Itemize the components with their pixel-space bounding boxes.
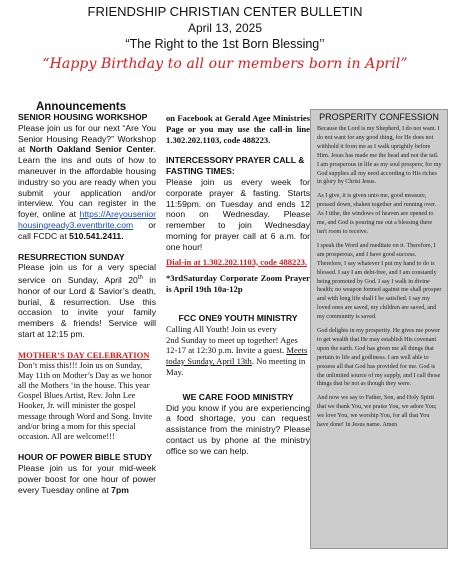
housing-body: Please join us for our next “Are You Senior Housing Ready?” Workshop at North Oakland Senior Center. Learn the ins and outs of how to maneuver in the affordable housing industry so you are ready when you submit your application and/or interview. You can register in the foyer, online at https://Areyouseniorhousingready3.eventbrite.com or call FCDC at 510.541.2411. bbox=[18, 122, 157, 241]
confession-title: PROSPERITY CONFESSION bbox=[319, 112, 439, 122]
youth-meeting-date: Meets today Sunday, April 13th bbox=[166, 345, 308, 367]
confession-paragraph: As I give, it is given unto me, good measure, pressed down, shaken together and running over. As I tithe, the windows of heaven are opened to me, and God is pouring me out a blessing there isn't room to receive. bbox=[317, 193, 437, 235]
eventbrite-link[interactable]: https://Areyouseniorhousingready3.eventbrite.com bbox=[18, 209, 156, 230]
resurrection-body: Please join us for a very special service on Sunday, April 20th in honor of our Lord & Savior’s death, burial, & resurrection. Use this occasion to invite your family members & friends! Service will start at 12:15 pm. bbox=[18, 262, 156, 339]
youth-body: Calling All Youth! Join us every 2nd Sunday to meet up together! Ages 12-17 at 12:30 p.m. Invite a guest. Meets today Sunday, April 13th. No meeting in May. bbox=[166, 323, 308, 377]
birthday-greeting: “Happy Birthday to all our members born in April” bbox=[42, 56, 408, 72]
mothers-day-body: Don’t miss this!!! Join us on Sunday, May 11th on Mother’s Day as we honor all the Mothers ‘in the house. This year Gospel Blues Artist, Rev. John Lee Hooker, Jr. will minister the gospel message through Word and Song. Invite and/or bring a mom for this special occasion. All are welcome!!! bbox=[18, 360, 153, 442]
food-ministry-body: Did you know if you are experiencing a food shortage, you can request assistance from the ministry? Please contact us by phone at the ministry office so we can help. bbox=[166, 402, 310, 456]
prayer-dial-in: Dial-in at 1.302.202.1103, code 488223. bbox=[166, 256, 308, 267]
mothers-day-title: MOTHER’S DAY CELEBRATION bbox=[18, 349, 150, 360]
confession-paragraph: And now we say to Father, Son, and Holy Spirit that we thank You, we praise You, we adore You; we love You, we worship You, for all that You have done! In Jesus name. Amen bbox=[317, 395, 437, 429]
bulletin-title: FRIENDSHIP CHRISTIAN CENTER BULLETIN bbox=[87, 4, 363, 19]
facebook-info: on Facebook at Gerald Agee Ministries Page or you may use the call-in line 1.302.202.1103, code 488223. bbox=[166, 113, 310, 145]
confession-paragraph: Because the Lord is my Shepherd, I do not want. I do not want for any good thing, for He does not withhold it from me as I walk uprightly before Him. Jesus has made me the head and not the tail. I am prosperous in life as my soul prospers; for my God supplies all my need according to His riches in glory by Christ Jesus. bbox=[317, 126, 442, 186]
housing-location: North Oakland Senior Center bbox=[29, 144, 154, 155]
food-ministry-title: WE CARE FOOD MINISTRY bbox=[182, 391, 294, 402]
announcements-heading: Announcements bbox=[36, 101, 127, 113]
resurrection-title: RESURRECTION SUNDAY bbox=[18, 251, 125, 262]
confession-paragraph: God delights in my prosperity. He gives me power to get wealth that He may establish His covenant upon the earth. God has given me all things that pertain to life and godliness. I am well able to possess all that God has provided for me. God is the unlimited source of my supply, and I call those things that be not as though they were. bbox=[317, 328, 441, 388]
bible-study-title: HOUR OF POWER BIBLE STUDY bbox=[18, 452, 153, 463]
sermon-theme: “The Right to the 1st Born Blessing’’ bbox=[125, 37, 325, 51]
confession-paragraph: I speak the Word and meditate on it. Therefore, I am prosperous, and I have good success. Therefore, I say whatever I put my hand to do is blessed. I say I am debt-free, and I am constantly being promoted by God. I say I walk in divine health; no weapon formed against me shall prosper and with long life shall I be satisfied. I say my loved ones are saved, my children are saved, and my community is saved. bbox=[317, 242, 442, 321]
youth-title: FCC ONE9 YOUTH MINISTRY bbox=[178, 312, 298, 323]
bible-study-body: Please join us for your mid-week power boost for one hour of power every Tuesday online at 7pm bbox=[18, 463, 156, 495]
prosperity-confession-box bbox=[310, 109, 448, 549]
prayer-body: Please join us every week for corporate prayer & fasting. Starts 11:59pm. on Tuesday and ends 12 noon on Wednesday. Please remember to join Wednesday morning for prayer call at 6 a.m. for one hour! bbox=[166, 176, 310, 252]
bulletin-date: April 13, 2025 bbox=[187, 21, 263, 35]
column-middle bbox=[166, 113, 310, 457]
fcdc-phone: 510.541.2411. bbox=[69, 230, 124, 241]
zoom-prayer: *3rdSaturday Corporate Zoom Prayer is April 19th 10a-12p bbox=[166, 273, 310, 295]
housing-title: SENIOR HOUSING WORKSHOP bbox=[18, 112, 148, 122]
prayer-title: INTERCESSORY PRAYER CALL & FASTING TIMES: bbox=[166, 155, 305, 177]
column-left bbox=[18, 96, 156, 495]
